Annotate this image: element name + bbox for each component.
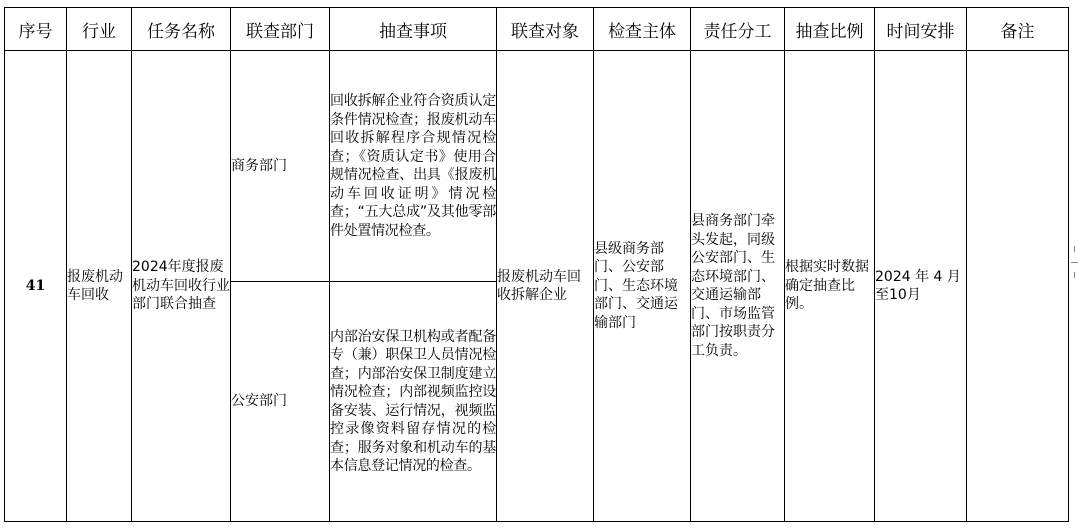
header-remarks: 备注 bbox=[967, 8, 1069, 51]
page-edge-tick bbox=[1074, 246, 1075, 252]
cell-ratio: 根据实时数据确定抽查比例。 bbox=[785, 51, 875, 522]
header-seq: 序号 bbox=[5, 8, 67, 51]
page-edge-tick bbox=[1074, 272, 1075, 278]
cell-dept-commerce: 商务部门 bbox=[231, 51, 330, 282]
cell-items-commerce: 回收拆解企业符合资质认定条件情况检查；报废机动车回收拆解程序合规情况检查；《资质认定书》使用合规情况检查、出具《报废机动车回收证明》情况检查；“五大总成”及其他零部件处置情况检查。 bbox=[330, 51, 497, 282]
cell-items-police: 内部治安保卫机构或者配备专（兼）职保卫人员情况检查；内部治安保卫制度建立情况检查；内部视频监控设备安装、运行情况，视频监控录像资料留存情况的检查；服务对象和机动车的基本信息登记情况的检查。 bbox=[330, 282, 497, 522]
header-subject: 检查主体 bbox=[594, 8, 691, 51]
inspection-table bbox=[4, 7, 1069, 522]
page-edge-mark bbox=[1071, 262, 1078, 263]
header-task: 任务名称 bbox=[132, 8, 231, 51]
header-row bbox=[5, 8, 1069, 51]
header-target: 联查对象 bbox=[497, 8, 594, 51]
header-dept: 联查部门 bbox=[231, 8, 330, 51]
cell-seq: 41 bbox=[5, 51, 67, 522]
header-ratio: 抽查比例 bbox=[785, 8, 875, 51]
header-schedule: 时间安排 bbox=[875, 8, 967, 51]
table-row bbox=[5, 51, 1069, 282]
cell-industry: 报废机动车回收 bbox=[67, 51, 132, 522]
cell-dept-police: 公安部门 bbox=[231, 282, 330, 522]
cell-remarks bbox=[967, 51, 1069, 522]
cell-duty: 县商务部门牵头发起，同级公安部门、生态环境部门、交通运输部门、市场监管部门按职责分工负责。 bbox=[691, 51, 785, 522]
header-duty: 责任分工 bbox=[691, 8, 785, 51]
header-items: 抽查事项 bbox=[330, 8, 497, 51]
cell-target: 报废机动车回收拆解企业 bbox=[497, 51, 594, 522]
header-industry: 行业 bbox=[67, 8, 132, 51]
cell-schedule: 2024 年 4 月至10月 bbox=[875, 51, 967, 522]
cell-subject: 县级商务部门、公安部门、生态环境部门、交通运输部门 bbox=[594, 51, 691, 522]
cell-task: 2024年度报废机动车回收行业部门联合抽查 bbox=[132, 51, 231, 522]
